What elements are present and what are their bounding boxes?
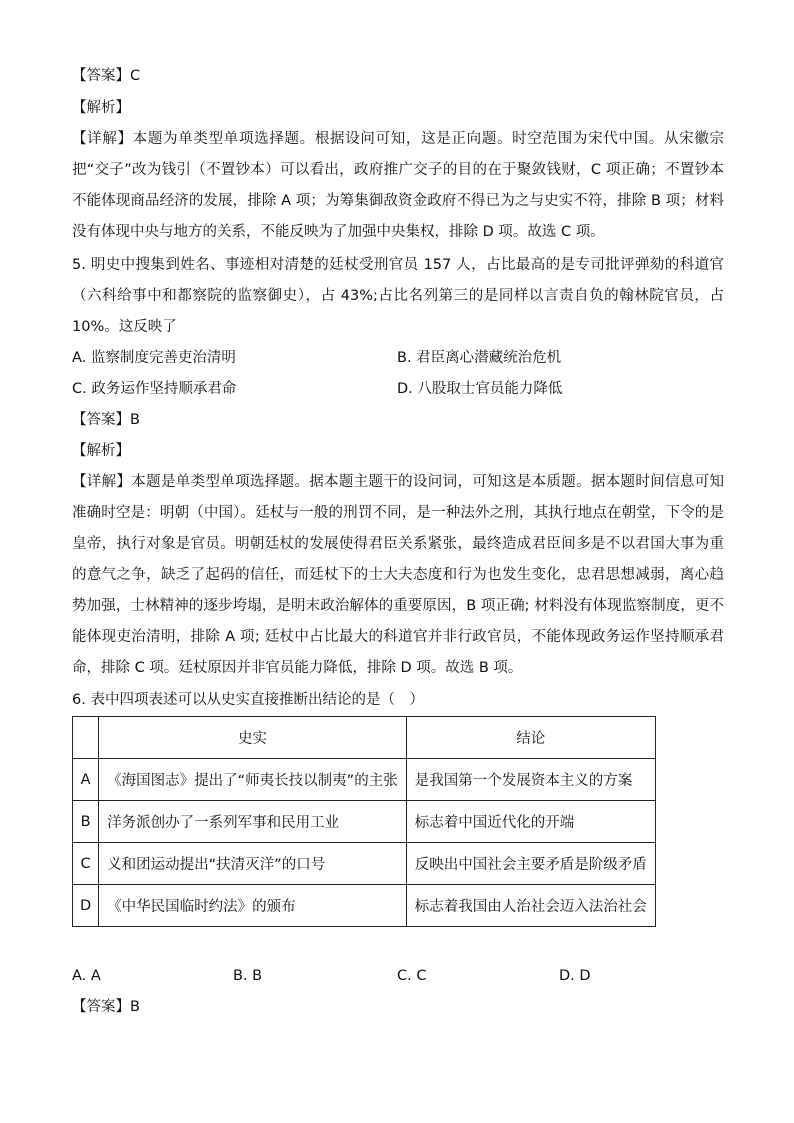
row-conclusion: 是我国第一个发展资本主义的方案 xyxy=(406,759,655,801)
table-row xyxy=(73,801,656,843)
table-header-conclusion: 结论 xyxy=(406,717,655,759)
row-fact: 义和团运动提出“扶清灭洋”的口号 xyxy=(99,843,407,885)
q6-stem: 6. 表中四项表述可以从史实直接推断出结论的是（ ） xyxy=(72,692,424,708)
row-key: B xyxy=(73,801,99,843)
q6-answer: 【答案】B xyxy=(72,999,140,1015)
table-row xyxy=(73,759,656,801)
q5-stem: 5. 明史中搜集到姓名、事迹相对清楚的廷杖受刑官员 157 人，占比最高的是专司批评弹劾的科道官（六科给事中和都察院的监察御史），占 43%;占比名列第三的是同样以言责自负的翰林院官员，占 10%。这反映了 xyxy=(72,257,724,335)
q5-detail: 【详解】本题是单类型单项选择题。据本题主题干的设问词，可知这是本质题。据本题时间信息可知准确时空是：明朝（中国）。廷杖与一般的刑罚不同，是一种法外之刑，其执行地点在朝堂，下令的是皇帝，执行对象是官员。明朝廷杖的发展使得君臣关系紧张，最终造成君臣间多是不以君国大事为重的意气之争，缺乏了起码的信任，而廷杖下的士大夫态度和行为也发生变化，忠君思想减弱，离心趋势加强，士林精神的逐步垮塌，是明末政治解体的重要原因，B 项正确; 材料没有体现监察制度，更不能体现吏治清明，排除 A 项; 廷杖中占比最大的科道官并非行政官员，不能体现政务运作坚持顺承君命，排除 C 项。廷杖原因并非官员能力降低，排除 D 项。故选 B 项。 xyxy=(72,474,724,676)
q4-detail: 【详解】本题为单类型单项选择题。根据设问可知，这是正向题。时空范围为宋代中国。从宋徽宗把“交子”改为钱引（不置钞本）可以看出，政府推广交子的目的在于聚敛钱财，C 项正确；不置钞本不能体现商品经济的发展，排除 A 项；为筹集御敌资金政府不得已为之与史实不符，排除 B 项；材料没有体现中央与地方的关系，不能反映为了加强中央集权，排除 D 项。故选 C 项。 xyxy=(72,131,724,240)
q6-option-c: C. C xyxy=(397,968,427,984)
row-fact: 《海国图志》提出了“师夷长技以制夷”的主张 xyxy=(99,759,407,801)
q5-analysis-label: 【解析】 xyxy=(72,443,130,459)
table-header-fact: 史实 xyxy=(99,717,407,759)
row-conclusion: 标志着中国近代化的开端 xyxy=(406,801,655,843)
row-fact: 《中华民国临时约法》的颁布 xyxy=(99,885,407,927)
table-header-key xyxy=(73,717,99,759)
row-fact: 洋务派创办了一系列军事和民用工业 xyxy=(99,801,407,843)
q4-analysis-label: 【解析】 xyxy=(72,100,130,116)
q6-history-table xyxy=(72,716,656,927)
q4-answer: 【答案】C xyxy=(72,68,141,84)
row-key: D xyxy=(73,885,99,927)
q6-option-b: B. B xyxy=(233,968,263,984)
q5-option-d: D. 八股取士官员能力降低 xyxy=(397,381,563,397)
q5-option-c: C. 政务运作坚持顺承君命 xyxy=(72,381,237,397)
table-row xyxy=(73,885,656,927)
row-key: A xyxy=(73,759,99,801)
q6-option-a: A. A xyxy=(72,968,101,984)
q6-option-d: D. D xyxy=(559,968,591,984)
q5-option-b: B. 君臣离心潜藏统治危机 xyxy=(397,350,562,366)
row-conclusion: 标志着我国由人治社会迈入法治社会 xyxy=(406,885,655,927)
table-header-row xyxy=(73,717,656,759)
table-row xyxy=(73,843,656,885)
q5-option-a: A. 监察制度完善吏治清明 xyxy=(72,350,236,366)
row-conclusion: 反映出中国社会主要矛盾是阶级矛盾 xyxy=(406,843,655,885)
q5-answer: 【答案】B xyxy=(72,412,140,428)
row-key: C xyxy=(73,843,99,885)
